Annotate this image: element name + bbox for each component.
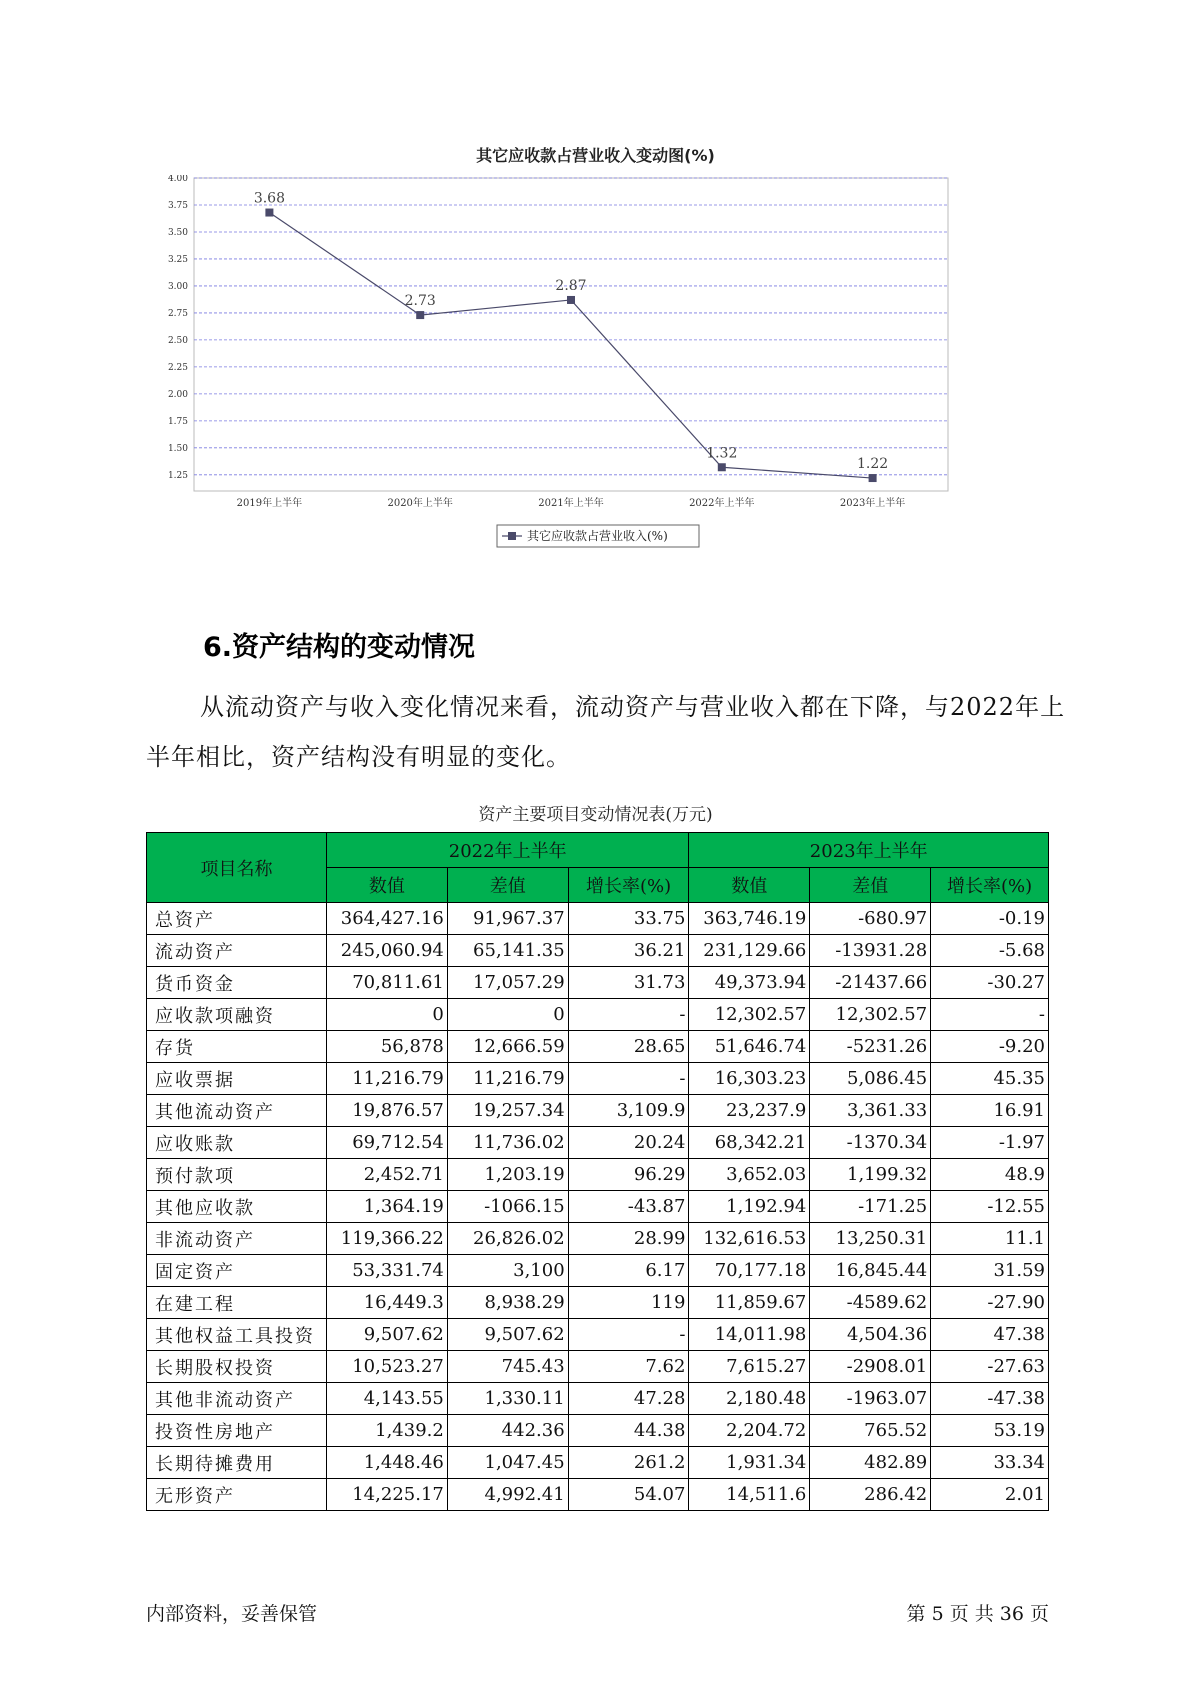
- table-cell: 765.52: [810, 1415, 931, 1447]
- table-cell: -: [931, 999, 1049, 1031]
- table-cell: 2,452.71: [326, 1159, 447, 1191]
- table-row: [147, 1255, 1049, 1287]
- table-cell: -4589.62: [810, 1287, 931, 1319]
- table-row: [147, 1063, 1049, 1095]
- table-cell: -27.63: [931, 1351, 1049, 1383]
- table-cell: 3,652.03: [689, 1159, 810, 1191]
- table-row: [147, 1191, 1049, 1223]
- table-cell: -12.55: [931, 1191, 1049, 1223]
- table-body: [147, 903, 1049, 1511]
- table-cell: 2,180.48: [689, 1383, 810, 1415]
- table-cell: -: [568, 1063, 689, 1095]
- table-cell: 51,646.74: [689, 1031, 810, 1063]
- table-cell: -5.68: [931, 935, 1049, 967]
- table-cell: -30.27: [931, 967, 1049, 999]
- table-cell: 31.59: [931, 1255, 1049, 1287]
- table-cell: 13,250.31: [810, 1223, 931, 1255]
- table-cell: 261.2: [568, 1447, 689, 1479]
- table-cell: 1,047.45: [447, 1447, 568, 1479]
- y-tick-label: 3.00: [167, 281, 188, 292]
- legend-label: 其它应收款占营业收入(%): [527, 529, 668, 543]
- y-tick-label: 1.50: [167, 443, 188, 454]
- table-cell: 70,177.18: [689, 1255, 810, 1287]
- table-cell: -2908.01: [810, 1351, 931, 1383]
- table-row: [147, 1383, 1049, 1415]
- table-cell: 1,199.32: [810, 1159, 931, 1191]
- header-period-2022: 2022年上半年: [326, 833, 688, 868]
- table-cell: 65,141.35: [447, 935, 568, 967]
- row-item-name: 存货: [147, 1031, 327, 1063]
- table-cell: 69,712.54: [326, 1127, 447, 1159]
- row-item-name: 其他应收款: [147, 1191, 327, 1223]
- table-cell: 14,225.17: [326, 1479, 447, 1511]
- header-col: 差值: [447, 868, 568, 903]
- row-item-name: 其他流动资产: [147, 1095, 327, 1127]
- table-cell: 91,967.37: [447, 903, 568, 935]
- table-cell: -0.19: [931, 903, 1049, 935]
- x-tick-label: 2019年上半年: [236, 498, 303, 509]
- footer-page-number: 第 5 页 共 36 页: [906, 1603, 1049, 1625]
- row-item-name: 其他非流动资产: [147, 1383, 327, 1415]
- x-tick-label: 2020年上半年: [387, 498, 453, 509]
- row-item-name: 应收款项融资: [147, 999, 327, 1031]
- table-cell: 31.73: [568, 967, 689, 999]
- table-cell: 26,826.02: [447, 1223, 568, 1255]
- table-cell: 49,373.94: [689, 967, 810, 999]
- table-row: [147, 1127, 1049, 1159]
- data-label: 2.87: [555, 277, 587, 294]
- line-chart: [160, 175, 1040, 605]
- y-tick-label: 1.75: [167, 416, 188, 427]
- table-cell: 16,449.3: [326, 1287, 447, 1319]
- row-item-name: 固定资产: [147, 1255, 327, 1287]
- header-item-name: 项目名称: [147, 833, 327, 903]
- legend-marker: [508, 532, 516, 540]
- header-col: 数值: [689, 868, 810, 903]
- footer-confidential: 内部资料，妥善保管: [146, 1603, 318, 1625]
- table-cell: 54.07: [568, 1479, 689, 1511]
- table-cell: 745.43: [447, 1351, 568, 1383]
- table-cell: 286.42: [810, 1479, 931, 1511]
- data-point: [567, 296, 575, 304]
- table-row: [147, 903, 1049, 935]
- table-cell: 4,992.41: [447, 1479, 568, 1511]
- row-item-name: 其他权益工具投资: [147, 1319, 327, 1351]
- x-tick-label: 2022年上半年: [689, 498, 755, 509]
- data-label: 3.68: [253, 190, 285, 207]
- table-row: [147, 1287, 1049, 1319]
- table-cell: 2.01: [931, 1479, 1049, 1511]
- table-cell: 9,507.62: [447, 1319, 568, 1351]
- table-cell: -13931.28: [810, 935, 931, 967]
- table-row: [147, 1159, 1049, 1191]
- table-cell: 11,859.67: [689, 1287, 810, 1319]
- data-label: 1.32: [706, 445, 738, 462]
- table-cell: 12,666.59: [447, 1031, 568, 1063]
- table-cell: 0: [326, 999, 447, 1031]
- table-row: [147, 1351, 1049, 1383]
- table-cell: 10,523.27: [326, 1351, 447, 1383]
- y-tick-label: 1.25: [167, 470, 188, 481]
- table-cell: -1066.15: [447, 1191, 568, 1223]
- table-cell: 14,011.98: [689, 1319, 810, 1351]
- row-item-name: 应收票据: [147, 1063, 327, 1095]
- table-cell: 363,746.19: [689, 903, 810, 935]
- table-cell: 3,109.9: [568, 1095, 689, 1127]
- table-cell: -43.87: [568, 1191, 689, 1223]
- row-item-name: 长期待摊费用: [147, 1447, 327, 1479]
- table-cell: 4,143.55: [326, 1383, 447, 1415]
- row-item-name: 非流动资产: [147, 1223, 327, 1255]
- data-point: [416, 311, 424, 319]
- header-col: 数值: [326, 868, 447, 903]
- table-cell: 1,192.94: [689, 1191, 810, 1223]
- table-cell: 11.1: [931, 1223, 1049, 1255]
- table-cell: 1,330.11: [447, 1383, 568, 1415]
- table-cell: -27.90: [931, 1287, 1049, 1319]
- table-cell: 0: [447, 999, 568, 1031]
- table-cell: 364,427.16: [326, 903, 447, 935]
- table-cell: 1,203.19: [447, 1159, 568, 1191]
- section-heading: 6.资产结构的变动情况: [203, 632, 476, 663]
- table-cell: 28.99: [568, 1223, 689, 1255]
- table-cell: 3,361.33: [810, 1095, 931, 1127]
- y-tick-label: 2.25: [167, 362, 188, 373]
- y-tick-label: 2.75: [167, 308, 188, 319]
- table-cell: 96.29: [568, 1159, 689, 1191]
- table-cell: 16,845.44: [810, 1255, 931, 1287]
- table-cell: 56,878: [326, 1031, 447, 1063]
- section-paragraph: 从流动资产与收入变化情况来看，流动资产与营业收入都在下降，与2022年上半年相比，资产结构没有明显的变化。: [146, 693, 1066, 771]
- table-cell: 47.28: [568, 1383, 689, 1415]
- row-item-name: 总资产: [147, 903, 327, 935]
- table-cell: 8,938.29: [447, 1287, 568, 1319]
- data-point: [869, 474, 877, 482]
- row-item-name: 流动资产: [147, 935, 327, 967]
- y-tick-label: 3.75: [167, 200, 188, 211]
- row-item-name: 货币资金: [147, 967, 327, 999]
- table-cell: 17,057.29: [447, 967, 568, 999]
- table-cell: 53.19: [931, 1415, 1049, 1447]
- table-cell: 11,736.02: [447, 1127, 568, 1159]
- plot-area: [194, 178, 948, 491]
- y-tick-label: 2.00: [167, 389, 188, 400]
- row-item-name: 在建工程: [147, 1287, 327, 1319]
- table-cell: 482.89: [810, 1447, 931, 1479]
- table-cell: 119: [568, 1287, 689, 1319]
- table-cell: -47.38: [931, 1383, 1049, 1415]
- table-cell: 53,331.74: [326, 1255, 447, 1287]
- y-tick-label: 3.25: [167, 254, 188, 265]
- table-cell: 9,507.62: [326, 1319, 447, 1351]
- table-cell: 12,302.57: [810, 999, 931, 1031]
- table-cell: 119,366.22: [326, 1223, 447, 1255]
- table-row: [147, 1447, 1049, 1479]
- table-cell: 45.35: [931, 1063, 1049, 1095]
- table-row: [147, 1479, 1049, 1511]
- table-cell: 5,086.45: [810, 1063, 931, 1095]
- row-item-name: 无形资产: [147, 1479, 327, 1511]
- table-cell: 47.38: [931, 1319, 1049, 1351]
- table-cell: -9.20: [931, 1031, 1049, 1063]
- table-cell: 231,129.66: [689, 935, 810, 967]
- header-col: 差值: [810, 868, 931, 903]
- table-row: [147, 935, 1049, 967]
- table-cell: 23,237.9: [689, 1095, 810, 1127]
- table-cell: 19,876.57: [326, 1095, 447, 1127]
- data-point: [265, 209, 273, 217]
- table-cell: 11,216.79: [447, 1063, 568, 1095]
- y-tick-label: 4.00: [167, 175, 188, 184]
- table-cell: 19,257.34: [447, 1095, 568, 1127]
- y-tick-label: 3.50: [167, 227, 188, 238]
- table-cell: 6.17: [568, 1255, 689, 1287]
- table-cell: 16,303.23: [689, 1063, 810, 1095]
- table-cell: -1370.34: [810, 1127, 931, 1159]
- table-cell: 132,616.53: [689, 1223, 810, 1255]
- header-period-2023: 2023年上半年: [689, 833, 1049, 868]
- table-cell: 1,439.2: [326, 1415, 447, 1447]
- table-cell: -21437.66: [810, 967, 931, 999]
- table-cell: 36.21: [568, 935, 689, 967]
- series-line: [269, 213, 872, 479]
- table-cell: 1,448.46: [326, 1447, 447, 1479]
- table-caption: 资产主要项目变动情况表(万元): [478, 805, 713, 825]
- table-row: [147, 967, 1049, 999]
- table-cell: -1963.07: [810, 1383, 931, 1415]
- data-point: [718, 463, 726, 471]
- table-cell: 11,216.79: [326, 1063, 447, 1095]
- asset-change-table: [146, 832, 1049, 1511]
- table-row: [147, 1223, 1049, 1255]
- table-cell: 12,302.57: [689, 999, 810, 1031]
- table-cell: 33.75: [568, 903, 689, 935]
- table-cell: -: [568, 1319, 689, 1351]
- table-cell: -: [568, 999, 689, 1031]
- table-cell: 16.91: [931, 1095, 1049, 1127]
- table-cell: 70,811.61: [326, 967, 447, 999]
- table-cell: -171.25: [810, 1191, 931, 1223]
- row-item-name: 长期股权投资: [147, 1351, 327, 1383]
- table-row: [147, 1415, 1049, 1447]
- table-cell: 3,100: [447, 1255, 568, 1287]
- data-label: 2.73: [404, 293, 436, 310]
- row-item-name: 应收账款: [147, 1127, 327, 1159]
- table-cell: 442.36: [447, 1415, 568, 1447]
- table-cell: 1,931.34: [689, 1447, 810, 1479]
- header-col: 增长率(%): [568, 868, 689, 903]
- table-cell: 2,204.72: [689, 1415, 810, 1447]
- table-cell: 68,342.21: [689, 1127, 810, 1159]
- table-cell: 245,060.94: [326, 935, 447, 967]
- table-cell: 33.34: [931, 1447, 1049, 1479]
- table-cell: 1,364.19: [326, 1191, 447, 1223]
- x-tick-label: 2023年上半年: [839, 498, 906, 509]
- x-tick-label: 2021年上半年: [538, 498, 604, 509]
- header-col: 增长率(%): [931, 868, 1049, 903]
- table-row: [147, 999, 1049, 1031]
- table-cell: 4,504.36: [810, 1319, 931, 1351]
- row-item-name: 预付款项: [147, 1159, 327, 1191]
- table-row: [147, 1319, 1049, 1351]
- table-cell: 28.65: [568, 1031, 689, 1063]
- table-cell: 20.24: [568, 1127, 689, 1159]
- table-cell: -5231.26: [810, 1031, 931, 1063]
- table-cell: -1.97: [931, 1127, 1049, 1159]
- table-row: [147, 1095, 1049, 1127]
- y-tick-label: 2.50: [167, 335, 188, 346]
- row-item-name: 投资性房地产: [147, 1415, 327, 1447]
- table-row: [147, 1031, 1049, 1063]
- table-cell: 48.9: [931, 1159, 1049, 1191]
- data-label: 1.22: [857, 456, 889, 473]
- table-cell: 7.62: [568, 1351, 689, 1383]
- table-cell: 14,511.6: [689, 1479, 810, 1511]
- chart-title: 其它应收款占营业收入变动图(%): [476, 146, 715, 165]
- table-cell: 7,615.27: [689, 1351, 810, 1383]
- table-cell: -680.97: [810, 903, 931, 935]
- table-cell: 44.38: [568, 1415, 689, 1447]
